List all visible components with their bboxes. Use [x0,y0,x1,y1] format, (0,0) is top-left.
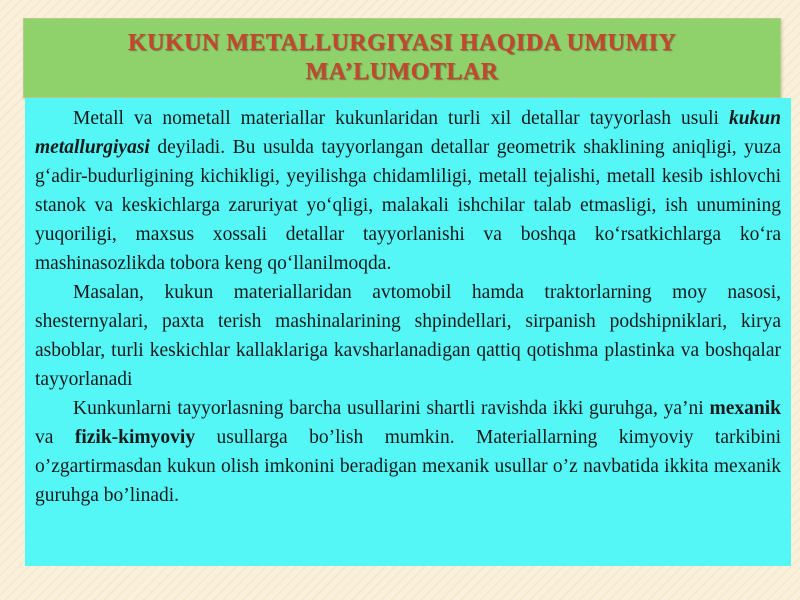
paragraph-1-text-b: deyiladi. Bu usulda tayyorlangan detallar geometrik shaklining aniqligi, yuza g‘adir-budurligining kichikligi, yeyilishga chidamliligi, metall tejalishi, metall kesib ishlovchi stanok va keskichlarga zaruriyat yo‘qligi, malakali ishchilar talab etmasligi, ish unumining yuqoriligi, maxsus xossali detallar tayyorlanishi va boshqa ko‘rsatkichlarga ko‘ra mashinasozlikda tobora keng qo‘llanilmoqda. [35,137,781,274]
term-mexanik: mexanik [709,398,781,419]
paragraph-2-text: Masalan, kukun materiallaridan avtomobil hamda traktorlarning moy nasosi, shesternyalari, paxta terish mashinalarining shpindellari, sirpanish podshipniklari, kirya asboblar, turli keskichlar kallaklariga kavsharlanadigan qattiq qotishma plastinka va boshqalar tayyorlanadi [35,282,781,390]
paragraph-3 [35,394,781,510]
paragraph-3-text-b: va [35,427,75,448]
title-band [23,18,781,98]
paragraph-3-text-c: usullarga bo’lish mumkin. Materiallarning kimyoviy tarkibini o’zgartirmasdan kukun olish imkonini beradigan mexanik usullar o’z navbatida ikkita mexanik guruhga bo’linadi. [35,427,781,506]
paragraph-1-text-a: Metall va nometall materiallar kukunlaridan turli xil detallar tayyorlash usuli [73,108,729,129]
content-box [25,98,791,566]
paragraph-1 [35,104,781,278]
paragraph-2 [35,278,781,394]
bullet-marker-icon [61,278,69,292]
term-kukun-metallurgiyasi: kukun metallurgiyasi [35,108,781,158]
bullet-marker-icon [61,394,69,408]
paragraph-3-text-a: Kunkunlarni tayyorlasning barcha usullarini shartli ravishda ikki guruhga, ya’ni [73,398,710,419]
slide-title-line-2: MA’LUMOTLAR [305,59,499,85]
slide-title-line-1: KUKUN METALLURGIYASI HAQIDA UMUMIY [127,30,677,56]
bullet-marker-icon [61,104,69,118]
term-fizik-kimyoviy: fizik-kimyoviy [74,427,196,448]
